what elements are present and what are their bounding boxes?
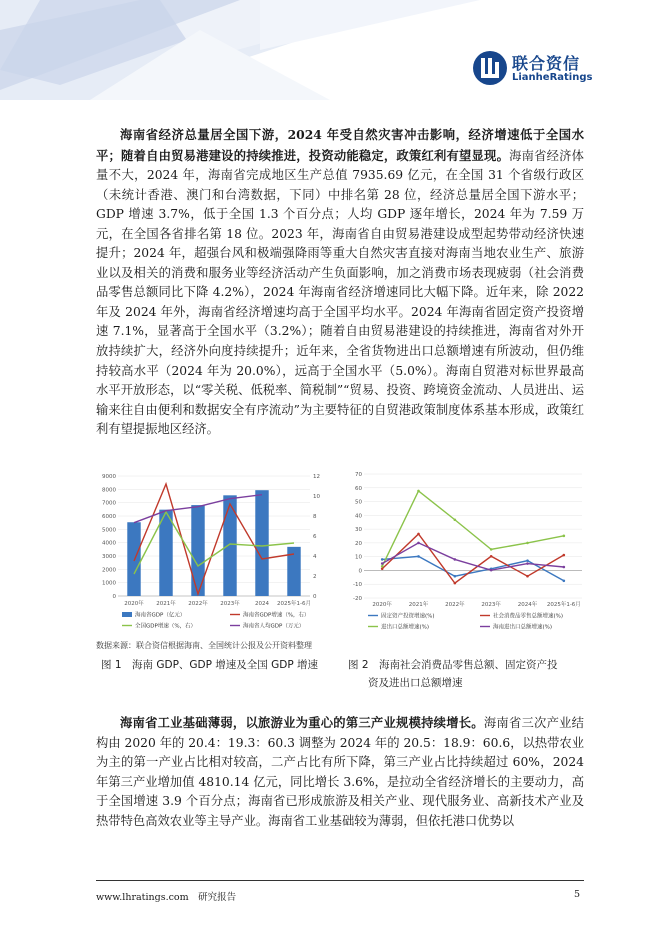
chart-growth-svg: [342, 468, 588, 638]
company-logo: [472, 50, 622, 90]
legend-label: 海南省GDP（亿元）: [135, 612, 186, 619]
series-point: [417, 533, 420, 536]
paragraph-economy: [96, 125, 584, 440]
legend-label: 海南进出口总额增速(%): [493, 624, 553, 631]
x-tick-label: 2020年: [124, 601, 144, 607]
footer-website: www.lhratings.com 研究报告: [96, 892, 237, 903]
y-tick-label: 3000: [102, 554, 116, 560]
series-point: [381, 567, 384, 570]
series-point: [563, 535, 566, 538]
y-tick-label: 9000: [102, 474, 116, 480]
x-tick-label: 2023年: [481, 602, 501, 608]
y-tick-label: 60: [355, 485, 362, 492]
x-tick-label: 2023年: [220, 601, 240, 607]
series-point: [526, 559, 529, 562]
series-line: [134, 512, 294, 574]
x-tick-label: 2024: [255, 601, 269, 607]
y2-tick-label: 4: [313, 554, 317, 560]
chart-growth-rates: [342, 468, 588, 638]
logo-chinese-name: 联合资信: [512, 54, 581, 73]
y2-tick-label: 2: [313, 574, 317, 580]
legend-label: 固定资产投资增速(%): [381, 613, 435, 620]
x-tick-label: 2021年: [408, 602, 429, 608]
paragraph-body: 海南省经济体量不大，2024 年，海南省完成地区生产总值 7935.69 亿元，在全国 31 个省级行政区（未统计香港、澳门和台湾数据，下同）中排名第 28 位，经济总量居全国下游水平；GDP 增速 3.7%，低于全国 1.3 个百分点；人均 GDP 逐年增长，2024 年为 7.59 万元，在全国各省排名第 18 位。2023 年，海南省自由贸易港建设成型起势带动经济快速提升；2024 年，超强台风和极端强降雨等重大自然灾害直接对海南当地农业生产、旅游业以及相关的消费和服务业等经济活动产生负面影响，加之消费市场表现疲弱（社会消费品零售总额同比下降 4.2%），2024 年海南省经济增速同比大幅下降。近年来，除 2022 年及 2024 年外，海南省经济增速均高于全国平均水平。2024 年海南省固定资产投资增速 7.1%，显著高于全国水平（3.2%）；随着自由贸易港建设的持续推进，海南省对外开放持续扩大，经济外向度持续提升；近年来，全省货物进出口总额增速有所波动，但仍维持较高水平（2024 年为 20.0%），远高于全国水平（5.0%）。海南自贸港对标世界最高水平开放形态，以“零关税、低税率、简税制”“贸易、投资、跨境资金流动、人员进出、运输来往自由便利和数据安全有序流动”为主要特征的自贸港政策制度体系基本形成，政策红利有望提振地区经济。: [96, 148, 584, 437]
paragraph-industry: [96, 713, 584, 831]
y-tick-label: 8000: [102, 487, 116, 494]
x-tick-label: 2022年: [188, 601, 208, 607]
y2-tick-label: 12: [313, 474, 320, 480]
gdp-bar: [255, 490, 268, 596]
y2-tick-label: 8: [313, 514, 317, 520]
footer-divider: [96, 880, 584, 881]
legend-label: 进出口总额增速(%): [381, 624, 430, 631]
legend-swatch: [122, 612, 132, 617]
lianhe-logo-icon: [472, 50, 508, 86]
y2-tick-label: 6: [313, 534, 317, 540]
series-point: [454, 558, 457, 561]
y-tick-label: 10: [355, 554, 362, 561]
x-tick-label: 2021年: [156, 601, 176, 607]
legend-label: 全国GDP增速（%，右）: [135, 623, 197, 630]
series-point: [417, 542, 420, 545]
page-number: 5: [574, 889, 581, 900]
x-tick-label: 2025年1-6月: [277, 601, 311, 607]
data-source-note: 数据来源：联合资信根据海南、全国统计公报及公开资料整理: [96, 641, 312, 650]
series-line: [382, 491, 564, 566]
series-point: [563, 566, 566, 569]
y2-tick-label: 0: [313, 594, 317, 600]
y-tick-label: 30: [355, 527, 362, 534]
figure-2-caption: [348, 656, 584, 692]
x-tick-label: 2022年: [445, 602, 465, 608]
series-point: [381, 565, 384, 568]
y-tick-label: 1000: [102, 580, 116, 587]
y-tick-label: 0: [112, 594, 116, 600]
series-point: [454, 582, 457, 585]
legend-label: 海南省人均GDP（万元）: [243, 623, 305, 630]
series-point: [381, 558, 384, 561]
y-tick-label: 5000: [102, 527, 116, 534]
x-tick-label: 2020年: [372, 602, 392, 608]
paragraph-lead: 海南省工业基础薄弱，以旅游业为重心的第三产业规模持续增长。: [120, 715, 484, 730]
y-tick-label: 20: [355, 540, 362, 547]
series-point: [526, 562, 529, 565]
series-point: [563, 579, 566, 582]
series-point: [490, 569, 493, 572]
y-tick-label: -20: [353, 596, 362, 602]
paragraph-body: 海南省三次产业结构由 2020 年的 20.4：19.3：60.3 调整为 2024 年的 20.5：18.9：60.6，以热带农业为主的第一产业占比相对较高，二产占比有所下降，第三产业占比持续超过 60%，2024 年第三产业增加值 4810.14 亿元，同比增长 3.6%，是拉动全省经济增长的主要动力，高于全国增速 3.9 个百分点；海南省已形成旅游及相关产业、现代服务业、高新技术产业及热带特色高效农业等主导产业。海南省工业基础较为薄弱，但依托港口优势以: [96, 716, 584, 828]
chart-gdp: [96, 468, 336, 638]
series-point: [417, 490, 420, 493]
series-point: [381, 562, 384, 565]
series-point: [563, 554, 566, 557]
gdp-bar: [223, 495, 236, 596]
legend-label: 社会消费品零售总额增速(%): [493, 613, 564, 620]
logo-english-name: LianheRatings: [512, 72, 593, 83]
y-tick-label: 50: [355, 499, 362, 506]
x-tick-label: 2024年: [517, 602, 538, 608]
y-tick-label: 6000: [102, 514, 116, 520]
y-tick-label: 40: [355, 513, 362, 520]
y-tick-label: 70: [355, 472, 362, 478]
series-point: [454, 518, 457, 521]
series-line: [382, 556, 564, 580]
y-tick-label: 2000: [102, 567, 116, 574]
legend-label: 海南省GDP增速（%，右）: [243, 612, 310, 619]
paragraph-lead: 海南省经济总量居全国下游，2024 年受自然灾害冲击影响，经济增速低于全国水平；随着自由贸易港建设的持续推进，投资动能稳定，政策红利有望显现。: [96, 127, 584, 163]
figure-1-caption: 图 1 海南 GDP、GDP 增速及全国 GDP 增速: [101, 659, 319, 671]
series-point: [417, 555, 420, 558]
y-tick-label: 0: [358, 568, 362, 575]
series-point: [454, 575, 457, 578]
series-point: [490, 555, 493, 558]
y-tick-label: -10: [353, 582, 362, 589]
y2-tick-label: 10: [313, 494, 320, 500]
chart-gdp-svg: [96, 468, 336, 638]
series-point: [490, 548, 493, 551]
series-point: [526, 575, 529, 578]
y-tick-label: 7000: [102, 500, 116, 507]
series-line: [134, 484, 294, 594]
gdp-bar: [127, 522, 140, 596]
figure-2-caption-line2: 资及进出口总额增速: [368, 677, 463, 689]
y-tick-label: 4000: [102, 540, 116, 547]
x-tick-label: 2025年1-6月: [546, 602, 581, 608]
figure-2-caption-line1: 图 2 海南社会消费品零售总额、固定资产投: [348, 659, 558, 671]
series-point: [526, 542, 529, 545]
